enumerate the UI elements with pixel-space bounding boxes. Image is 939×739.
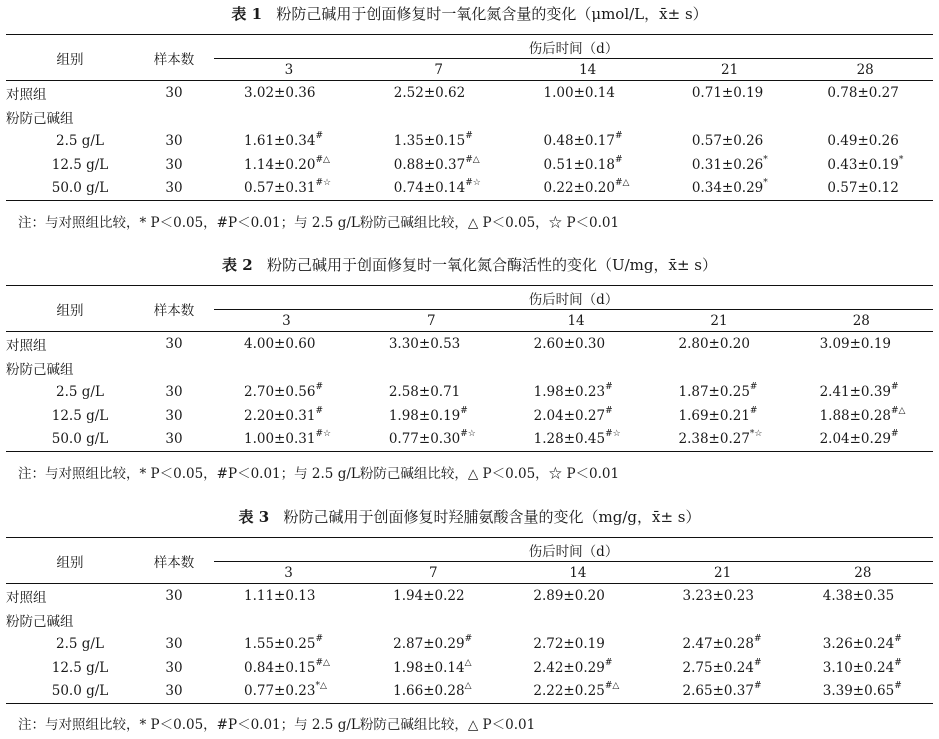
mean-sd: 4.38±0.35 xyxy=(822,587,895,604)
value-cell xyxy=(514,105,662,129)
value-cell xyxy=(214,632,363,656)
value-cell xyxy=(363,656,503,680)
significance-mark: #△ xyxy=(604,681,620,692)
mean-sd: 0.71±0.19 xyxy=(691,84,764,101)
day-header: 28 xyxy=(856,61,874,78)
sample-size-cell xyxy=(134,105,214,129)
mean-sd: 0.51±0.18 xyxy=(543,156,615,173)
mean-sd: 1.28±0.45 xyxy=(533,431,606,448)
group-cell: 2.5 g/L xyxy=(56,132,104,149)
value-cell xyxy=(503,656,652,680)
value-cell xyxy=(790,428,933,452)
mean-sd: 1.00±0.31 xyxy=(244,431,316,448)
value-cell xyxy=(662,153,798,177)
value-cell xyxy=(648,404,789,428)
mean-sd: 3.26±0.24 xyxy=(822,635,895,652)
value-cell xyxy=(359,332,504,356)
mean-sd: 2.58±0.71 xyxy=(388,383,461,400)
value-cell xyxy=(653,680,793,704)
col-header-n: 样本数 xyxy=(153,554,195,571)
day-header: 21 xyxy=(714,564,732,581)
table-3-title xyxy=(0,507,939,527)
mean-sd: 3.09±0.19 xyxy=(819,335,891,352)
significance-mark: # xyxy=(891,381,899,392)
table-row xyxy=(6,656,933,680)
table-row xyxy=(6,153,933,177)
table-1-caption: 粉防己碱用于创面修复时一氧化氮含量的变化（μmol/L，x̄± s） xyxy=(276,5,708,23)
table-row xyxy=(6,680,933,704)
value-cell xyxy=(504,428,649,452)
mean-sd: 0.57±0.26 xyxy=(691,132,764,149)
table-2-caption: 粉防己碱用于创面修复时一氧化氮合酶活性的变化（U/mg，x̄± s） xyxy=(266,256,717,274)
mean-sd: 0.57±0.31 xyxy=(244,180,316,197)
value-cell xyxy=(653,584,793,608)
value-cell xyxy=(504,380,649,404)
value-cell xyxy=(214,584,363,608)
sample-size-cell: 30 xyxy=(165,132,183,149)
group-cell: 对照组 xyxy=(6,337,47,354)
table-1-note: 注：与对照组比较，* P＜0.05，#P＜0.01；与 2.5 g/L粉防己碱组比较，△ P＜0.05，☆ P＜0.01 xyxy=(18,215,620,231)
value-cell xyxy=(797,81,933,105)
mean-sd: 0.77±0.30 xyxy=(388,431,461,448)
significance-mark: # xyxy=(605,405,613,416)
significance-mark: △ xyxy=(464,657,472,668)
table-1-body xyxy=(6,81,933,201)
value-cell xyxy=(359,356,504,380)
significance-mark: # xyxy=(315,130,323,141)
group-cell: 12.5 g/L xyxy=(51,156,109,173)
value-cell xyxy=(797,105,933,129)
table-row xyxy=(6,129,933,153)
mean-sd: 1.66±0.28 xyxy=(393,683,465,700)
value-cell xyxy=(364,129,514,153)
table-1-title xyxy=(0,4,939,24)
value-cell xyxy=(363,680,503,704)
group-cell: 12.5 g/L xyxy=(51,659,109,676)
table-3-note: 注：与对照组比较，* P＜0.05，#P＜0.01；与 2.5 g/L粉防己碱组比较，△ P＜0.01 xyxy=(18,717,536,733)
group-cell: 粉防己碱组 xyxy=(6,613,74,630)
value-cell xyxy=(504,356,649,380)
mean-sd: 2.04±0.27 xyxy=(533,407,606,424)
value-cell xyxy=(214,129,364,153)
mean-sd: 1.14±0.20 xyxy=(244,156,316,173)
significance-mark: * xyxy=(763,178,768,189)
mean-sd: 0.31±0.26 xyxy=(691,156,764,173)
mean-sd: 4.00±0.60 xyxy=(244,335,316,352)
table-3-body xyxy=(6,584,933,704)
value-cell xyxy=(662,81,798,105)
mean-sd: 0.57±0.12 xyxy=(827,180,899,197)
mean-sd: 1.98±0.14 xyxy=(393,659,465,676)
value-cell xyxy=(793,632,933,656)
value-cell xyxy=(364,81,514,105)
significance-mark: # xyxy=(460,405,468,416)
mean-sd: 2.20±0.31 xyxy=(244,407,316,424)
sample-size-cell: 30 xyxy=(165,683,183,700)
significance-mark: *☆ xyxy=(749,429,763,440)
significance-mark: #☆ xyxy=(460,429,476,440)
value-cell xyxy=(648,428,789,452)
value-cell xyxy=(790,380,933,404)
mean-sd: 0.43±0.19 xyxy=(827,156,899,173)
value-cell xyxy=(653,608,793,632)
table-2 xyxy=(6,285,933,452)
value-cell xyxy=(653,656,793,680)
group-cell: 50.0 g/L xyxy=(51,683,109,700)
significance-mark: # xyxy=(894,633,902,644)
value-cell xyxy=(648,356,789,380)
mean-sd: 1.94±0.22 xyxy=(393,587,465,604)
value-cell xyxy=(514,129,662,153)
sample-size-cell: 30 xyxy=(165,335,183,352)
table-3-caption: 粉防己碱用于创面修复时羟脯氨酸含量的变化（mg/g，x̄± s） xyxy=(283,508,701,526)
mean-sd: 1.55±0.25 xyxy=(244,635,316,652)
value-cell xyxy=(359,404,504,428)
mean-sd: 1.69±0.21 xyxy=(678,407,750,424)
sample-size-cell: 30 xyxy=(165,84,183,101)
day-header: 28 xyxy=(852,312,870,329)
value-cell xyxy=(662,129,798,153)
mean-sd: 1.11±0.13 xyxy=(244,587,316,604)
value-cell xyxy=(797,177,933,201)
value-cell xyxy=(364,153,514,177)
sample-size-cell: 30 xyxy=(165,431,183,448)
mean-sd: 0.78±0.27 xyxy=(827,84,899,101)
table-row xyxy=(6,632,933,656)
value-cell xyxy=(214,356,359,380)
value-cell xyxy=(503,680,652,704)
span-header: 伤后时间（d） xyxy=(214,538,933,562)
day-header: 14 xyxy=(567,312,585,329)
value-cell xyxy=(662,105,798,129)
significance-mark: #△ xyxy=(891,405,906,416)
day-header: 3 xyxy=(284,564,293,581)
value-cell xyxy=(503,608,652,632)
col-header-group: 组别 xyxy=(56,554,84,571)
group-cell: 12.5 g/L xyxy=(51,407,109,424)
significance-mark: #△ xyxy=(465,154,480,165)
group-cell: 粉防己碱组 xyxy=(6,110,74,127)
sample-size-cell: 30 xyxy=(165,659,183,676)
value-cell xyxy=(514,153,662,177)
value-cell xyxy=(504,332,649,356)
mean-sd: 1.61±0.34 xyxy=(244,132,316,149)
table-2-label: 表 2 xyxy=(221,256,253,274)
day-header: 28 xyxy=(854,564,872,581)
table-3 xyxy=(6,537,933,704)
value-cell xyxy=(214,608,363,632)
value-cell xyxy=(363,584,503,608)
significance-mark: # xyxy=(465,130,473,141)
significance-mark: #☆ xyxy=(605,429,621,440)
day-header: 14 xyxy=(569,564,587,581)
group-cell: 2.5 g/L xyxy=(56,635,104,652)
mean-sd: 1.98±0.19 xyxy=(388,407,461,424)
value-cell xyxy=(790,332,933,356)
mean-sd: 2.60±0.30 xyxy=(533,335,606,352)
value-cell xyxy=(214,380,359,404)
table-row xyxy=(6,380,933,404)
day-header: 7 xyxy=(434,61,443,78)
mean-sd: 2.72±0.19 xyxy=(533,635,605,652)
significance-mark: # xyxy=(604,657,613,668)
day-header: 14 xyxy=(579,61,597,78)
mean-sd: 1.98±0.23 xyxy=(533,383,606,400)
value-cell xyxy=(648,380,789,404)
mean-sd: 2.52±0.62 xyxy=(393,84,466,101)
table-row xyxy=(6,177,933,201)
mean-sd: 1.00±0.14 xyxy=(543,84,615,101)
table-row xyxy=(6,608,933,632)
mean-sd: 0.49±0.26 xyxy=(827,132,899,149)
mean-sd: 2.04±0.29 xyxy=(819,431,891,448)
value-cell xyxy=(214,153,364,177)
significance-mark: #☆ xyxy=(465,178,481,189)
mean-sd: 2.38±0.27 xyxy=(678,431,750,448)
col-header-n: 样本数 xyxy=(153,302,195,319)
mean-sd: 0.84±0.15 xyxy=(244,659,316,676)
group-cell: 粉防己碱组 xyxy=(6,361,74,378)
value-cell xyxy=(797,129,933,153)
mean-sd: 3.30±0.53 xyxy=(388,335,461,352)
significance-mark: # xyxy=(315,405,323,416)
col-header-group: 组别 xyxy=(56,51,84,68)
significance-mark: * xyxy=(763,154,768,165)
value-cell xyxy=(214,656,363,680)
table-row xyxy=(6,105,933,129)
sample-size-cell: 30 xyxy=(165,383,183,400)
mean-sd: 2.75±0.24 xyxy=(682,659,754,676)
group-cell: 对照组 xyxy=(6,86,47,103)
significance-mark: # xyxy=(753,681,762,692)
value-cell xyxy=(793,680,933,704)
table-1 xyxy=(6,34,933,201)
significance-mark: #△ xyxy=(315,657,330,668)
col-header-group: 组别 xyxy=(56,302,84,319)
value-cell xyxy=(359,380,504,404)
value-cell xyxy=(214,404,359,428)
value-cell xyxy=(790,356,933,380)
mean-sd: 3.39±0.65 xyxy=(822,683,895,700)
value-cell xyxy=(214,680,363,704)
mean-sd: 1.87±0.25 xyxy=(678,383,750,400)
day-header: 3 xyxy=(284,61,294,78)
span-header: 伤后时间（d） xyxy=(214,286,933,310)
significance-mark: #△ xyxy=(614,178,630,189)
mean-sd: 2.42±0.29 xyxy=(533,659,605,676)
value-cell xyxy=(503,632,652,656)
value-cell xyxy=(214,81,364,105)
table-row xyxy=(6,356,933,380)
sample-size-cell: 30 xyxy=(165,407,183,424)
value-cell xyxy=(214,332,359,356)
mean-sd: 3.10±0.24 xyxy=(822,659,895,676)
mean-sd: 2.65±0.37 xyxy=(682,683,754,700)
value-cell xyxy=(363,632,503,656)
value-cell xyxy=(504,404,649,428)
significance-mark: # xyxy=(614,154,623,165)
value-cell xyxy=(514,177,662,201)
value-cell xyxy=(364,177,514,201)
value-cell xyxy=(359,428,504,452)
group-cell: 2.5 g/L xyxy=(56,383,104,400)
mean-sd: 0.22±0.20 xyxy=(543,180,615,197)
group-cell: 对照组 xyxy=(6,589,47,606)
significance-mark: # xyxy=(753,657,762,668)
significance-mark: # xyxy=(605,381,613,392)
table-3-label: 表 3 xyxy=(238,508,270,526)
span-header: 伤后时间（d） xyxy=(214,35,933,59)
significance-mark: # xyxy=(891,429,899,440)
mean-sd: 0.88±0.37 xyxy=(393,156,466,173)
mean-sd: 1.88±0.28 xyxy=(819,407,891,424)
value-cell xyxy=(790,404,933,428)
sample-size-cell: 30 xyxy=(165,156,183,173)
value-cell xyxy=(793,584,933,608)
significance-mark: # xyxy=(315,633,323,644)
value-cell xyxy=(364,105,514,129)
significance-mark: # xyxy=(749,405,758,416)
value-cell xyxy=(793,656,933,680)
mean-sd: 2.22±0.25 xyxy=(533,683,605,700)
day-header: 7 xyxy=(428,564,438,581)
mean-sd: 2.41±0.39 xyxy=(819,383,891,400)
table-2-title xyxy=(0,255,939,275)
mean-sd: 0.77±0.23 xyxy=(244,683,316,700)
significance-mark: # xyxy=(614,130,623,141)
mean-sd: 0.74±0.14 xyxy=(393,180,466,197)
table-row xyxy=(6,81,933,105)
value-cell xyxy=(214,105,364,129)
significance-mark: # xyxy=(894,681,902,692)
value-cell xyxy=(662,177,798,201)
mean-sd: 3.02±0.36 xyxy=(244,84,316,101)
mean-sd: 2.89±0.20 xyxy=(533,587,605,604)
mean-sd: 2.47±0.28 xyxy=(682,635,754,652)
day-header: 21 xyxy=(710,312,728,329)
significance-mark: △ xyxy=(464,681,472,692)
table-2-note: 注：与对照组比较，* P＜0.05，#P＜0.01；与 2.5 g/L粉防己碱组比较，△ P＜0.05，☆ P＜0.01 xyxy=(18,466,620,482)
significance-mark: * xyxy=(898,154,904,165)
day-header: 21 xyxy=(721,61,739,78)
significance-mark: #☆ xyxy=(315,178,332,189)
day-header: 3 xyxy=(282,312,291,329)
significance-mark: # xyxy=(315,381,323,392)
value-cell xyxy=(648,332,789,356)
group-cell: 50.0 g/L xyxy=(51,180,109,197)
value-cell xyxy=(797,153,933,177)
sample-size-cell xyxy=(134,356,214,380)
value-cell xyxy=(503,584,652,608)
table-row xyxy=(6,332,933,356)
mean-sd: 0.48±0.17 xyxy=(543,132,615,149)
mean-sd: 1.35±0.15 xyxy=(393,132,466,149)
sample-size-cell: 30 xyxy=(165,635,183,652)
col-header-n: 样本数 xyxy=(153,51,195,68)
value-cell xyxy=(793,608,933,632)
table-2-body xyxy=(6,332,933,452)
significance-mark: # xyxy=(464,633,473,644)
significance-mark: #△ xyxy=(315,154,330,165)
value-cell xyxy=(363,608,503,632)
significance-mark: #☆ xyxy=(315,429,332,440)
group-cell: 50.0 g/L xyxy=(51,431,109,448)
value-cell xyxy=(214,177,364,201)
mean-sd: 2.80±0.20 xyxy=(678,335,750,352)
mean-sd: 3.23±0.23 xyxy=(682,587,754,604)
significance-mark: # xyxy=(753,633,762,644)
mean-sd: 2.70±0.56 xyxy=(244,383,316,400)
table-row xyxy=(6,584,933,608)
significance-mark: # xyxy=(894,657,902,668)
value-cell xyxy=(214,428,359,452)
sample-size-cell: 30 xyxy=(165,180,183,197)
significance-mark: # xyxy=(749,381,758,392)
significance-mark: *△ xyxy=(315,681,327,692)
table-1-label: 表 1 xyxy=(231,5,263,23)
mean-sd: 0.34±0.29 xyxy=(691,180,764,197)
value-cell xyxy=(514,81,662,105)
sample-size-cell: 30 xyxy=(165,587,183,604)
table-row xyxy=(6,404,933,428)
mean-sd: 2.87±0.29 xyxy=(393,635,465,652)
sample-size-cell xyxy=(134,608,214,632)
day-header: 7 xyxy=(426,312,436,329)
table-row xyxy=(6,428,933,452)
value-cell xyxy=(653,632,793,656)
